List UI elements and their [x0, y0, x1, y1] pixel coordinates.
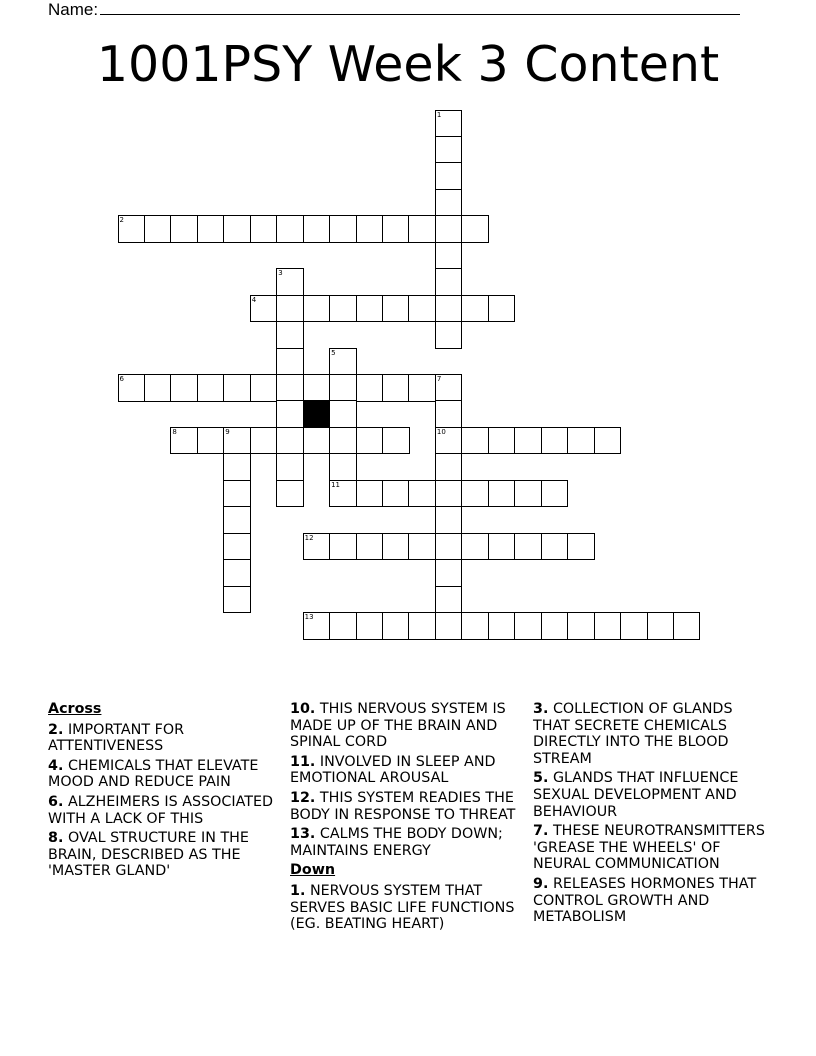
grid-cell[interactable] [514, 427, 542, 455]
grid-cell[interactable] [435, 427, 463, 455]
grid-cell[interactable] [488, 612, 516, 640]
clue-across-13: 13. CALMS THE BODY DOWN; MAINTAINS ENERGY [290, 826, 503, 859]
clues-column-3 [533, 701, 769, 926]
grid-cell[interactable] [620, 612, 648, 640]
grid-cell[interactable] [488, 427, 516, 455]
grid-cell[interactable] [276, 400, 304, 428]
grid-cell[interactable] [435, 189, 463, 217]
grid-cell[interactable] [435, 559, 463, 587]
clue-across-8: 8. OVAL STRUCTURE IN THE BRAIN, DESCRIBED AS THE 'MASTER GLAND' [48, 830, 249, 880]
clue-number: 5 [331, 348, 336, 357]
grid-cell[interactable] [303, 427, 331, 455]
grid-cell[interactable] [541, 480, 569, 508]
grid-cell[interactable] [461, 215, 489, 243]
grid-cell[interactable] [435, 110, 463, 138]
grid-cell[interactable] [276, 374, 304, 402]
grid-cell[interactable] [250, 374, 278, 402]
grid-cell[interactable] [408, 612, 436, 640]
grid-cell[interactable] [276, 348, 304, 376]
grid-cell[interactable] [276, 427, 304, 455]
grid-cell[interactable] [435, 453, 463, 481]
grid-cell[interactable] [461, 533, 489, 561]
grid-cell[interactable] [223, 453, 251, 481]
clue-across-12: 12. THIS SYSTEM READIES THE BODY IN RESPONSE TO THREAT [290, 789, 516, 823]
grid-cell[interactable] [382, 480, 410, 508]
clue-number: 6 [119, 375, 124, 383]
clue-down-3: 3. COLLECTION OF GLANDS THAT SECRETE CHEMICALS DIRECTLY INTO THE BLOOD STREAM [533, 701, 733, 767]
grid-cell[interactable] [541, 427, 569, 455]
clue-number: 9 [225, 427, 230, 436]
grid-cell[interactable] [435, 215, 463, 243]
grid-cell[interactable] [356, 295, 384, 323]
grid-cell[interactable] [329, 533, 357, 561]
down-heading: Down [290, 862, 336, 879]
grid-cell[interactable] [197, 427, 225, 455]
grid-cell[interactable] [382, 215, 410, 243]
grid-cell[interactable] [408, 480, 436, 508]
grid-cell[interactable] [170, 215, 198, 243]
grid-cell[interactable] [303, 374, 331, 402]
grid-cell[interactable] [276, 268, 304, 296]
grid-cell[interactable] [461, 427, 489, 455]
name-label: Name: [48, 0, 99, 19]
grid-cell[interactable] [329, 295, 357, 323]
grid-cell[interactable] [461, 295, 489, 323]
grid-cell[interactable] [435, 136, 463, 164]
grid-cell[interactable] [435, 612, 463, 640]
grid-cell[interactable] [567, 427, 595, 455]
grid-cell[interactable] [329, 453, 357, 481]
clue-number: 13 [304, 613, 314, 622]
grid-cell[interactable] [250, 427, 278, 455]
grid-cell[interactable] [356, 427, 384, 455]
clue-across-2: 2. IMPORTANT FOR ATTENTIVENESS [48, 721, 185, 755]
grid-cell[interactable] [356, 480, 384, 508]
grid-cell[interactable] [461, 480, 489, 508]
grid-cell[interactable] [303, 612, 331, 640]
grid-cell[interactable] [276, 480, 304, 508]
clue-number: 2 [119, 216, 124, 225]
grid-cell[interactable] [118, 215, 146, 243]
grid-cell[interactable] [276, 453, 304, 481]
grid-cell[interactable] [488, 533, 516, 561]
grid-cell[interactable] [303, 295, 331, 323]
grid-cell[interactable] [356, 612, 384, 640]
grid-cell[interactable] [435, 162, 463, 190]
grid-cell[interactable] [514, 533, 542, 561]
grid-cell[interactable] [144, 374, 172, 402]
clue-down-5: 5. GLANDS THAT INFLUENCE SEXUAL DEVELOPMENT AND BEHAVIOUR [533, 770, 739, 820]
clue-number: 1 [436, 110, 442, 119]
clue-across-4: 4. CHEMICALS THAT ELEVATE MOOD AND REDUCE PAIN [48, 757, 259, 791]
grid-cell[interactable] [223, 427, 251, 455]
grid-cell[interactable] [276, 215, 304, 243]
grid-cell[interactable] [223, 586, 251, 614]
grid-cell[interactable] [435, 480, 463, 508]
clue-number: 7 [436, 375, 442, 383]
clue-number: 3 [278, 269, 283, 278]
grid-cell[interactable] [567, 533, 595, 561]
grid-cell[interactable] [461, 612, 489, 640]
grid-cell[interactable] [223, 215, 251, 243]
grid-cell[interactable] [170, 427, 198, 455]
grid-cell[interactable] [250, 215, 278, 243]
grid-cell[interactable] [647, 612, 675, 640]
grid-cell[interactable] [408, 533, 436, 561]
clue-down-7: 7. THESE NEUROTRANSMITTERS 'GREASE THE WHEELS' OF NEURAL COMMUNICATION [533, 823, 765, 873]
clue-number: 4 [251, 295, 257, 304]
clue-number: 12 [304, 533, 314, 542]
grid-cell[interactable] [435, 586, 463, 614]
grid-cell[interactable] [435, 533, 463, 561]
clue-across-10: 10. THIS NERVOUS SYSTEM IS MADE UP OF THE BRAIN AND SPINAL CORD [290, 701, 506, 751]
grid-cell[interactable] [356, 533, 384, 561]
grid-cell[interactable] [435, 374, 463, 402]
grid-cell[interactable] [408, 215, 436, 243]
clue-number: 8 [172, 427, 177, 436]
grid-cell[interactable] [594, 427, 622, 455]
grid-cell[interactable] [329, 215, 357, 243]
grid-cell[interactable] [541, 612, 569, 640]
grid-cell[interactable] [329, 480, 357, 508]
grid-cell[interactable] [276, 295, 304, 323]
clues-column-1 [48, 701, 280, 880]
grid-cell[interactable] [382, 427, 410, 455]
grid-cell[interactable] [382, 295, 410, 323]
clue-across-11: 11. INVOLVED IN SLEEP AND EMOTIONAL AROUSAL [290, 753, 496, 787]
grid-cell[interactable] [223, 374, 251, 402]
across-heading: Across [48, 701, 102, 717]
grid-cell[interactable] [118, 374, 146, 402]
clues-column-2 [290, 701, 524, 933]
grid-cell[interactable] [223, 480, 251, 508]
grid-cell[interactable] [223, 559, 251, 587]
grid-cell[interactable] [382, 374, 410, 402]
clue-across-6: 6. ALZHEIMERS IS ASSOCIATED WITH A LACK OF THIS [48, 793, 274, 827]
grid-cell[interactable] [356, 215, 384, 243]
grid-cell[interactable] [329, 374, 357, 402]
grid-cell[interactable] [356, 374, 384, 402]
grid-cell[interactable] [303, 215, 331, 243]
black-cell [303, 400, 331, 428]
grid-cell[interactable] [488, 480, 516, 508]
grid-cell[interactable] [250, 295, 278, 323]
grid-cell[interactable] [435, 268, 463, 296]
grid-cell[interactable] [197, 215, 225, 243]
grid-cell[interactable] [329, 348, 357, 376]
grid-cell[interactable] [541, 533, 569, 561]
grid-cell[interactable] [382, 612, 410, 640]
grid-cell[interactable] [514, 480, 542, 508]
grid-cell[interactable] [276, 321, 304, 349]
grid-cell[interactable] [170, 374, 198, 402]
grid-cell[interactable] [144, 215, 172, 243]
clue-down-9: 9. RELEASES HORMONES THAT CONTROL GROWTH AND METABOLISM [533, 875, 757, 926]
grid-cell[interactable] [435, 506, 463, 534]
clue-down-1: 1. NERVOUS SYSTEM THAT SERVES BASIC LIFE FUNCTIONS (EG. BEATING HEART) [290, 882, 515, 933]
grid-cell[interactable] [408, 374, 436, 402]
grid-cell[interactable] [223, 533, 251, 561]
grid-cell[interactable] [329, 427, 357, 455]
grid-cell[interactable] [673, 612, 701, 640]
grid-cell[interactable] [435, 400, 463, 428]
grid-cell[interactable] [488, 295, 516, 323]
grid-cell[interactable] [435, 295, 463, 323]
clue-number: 10 [436, 427, 446, 436]
grid-cell[interactable] [197, 374, 225, 402]
grid-cell[interactable] [329, 400, 357, 428]
grid-cell[interactable] [594, 612, 622, 640]
clue-number: 11 [331, 480, 341, 489]
grid-cell[interactable] [435, 321, 463, 349]
grid-cell[interactable] [567, 612, 595, 640]
page-title: 1001PSY Week 3 Content [96, 36, 720, 93]
grid-cell[interactable] [408, 295, 436, 323]
grid-cell[interactable] [382, 533, 410, 561]
grid-cell[interactable] [435, 242, 463, 270]
grid-cell[interactable] [329, 612, 357, 640]
grid-cell[interactable] [223, 506, 251, 534]
grid-cell[interactable] [514, 612, 542, 640]
grid-cell[interactable] [303, 533, 331, 561]
